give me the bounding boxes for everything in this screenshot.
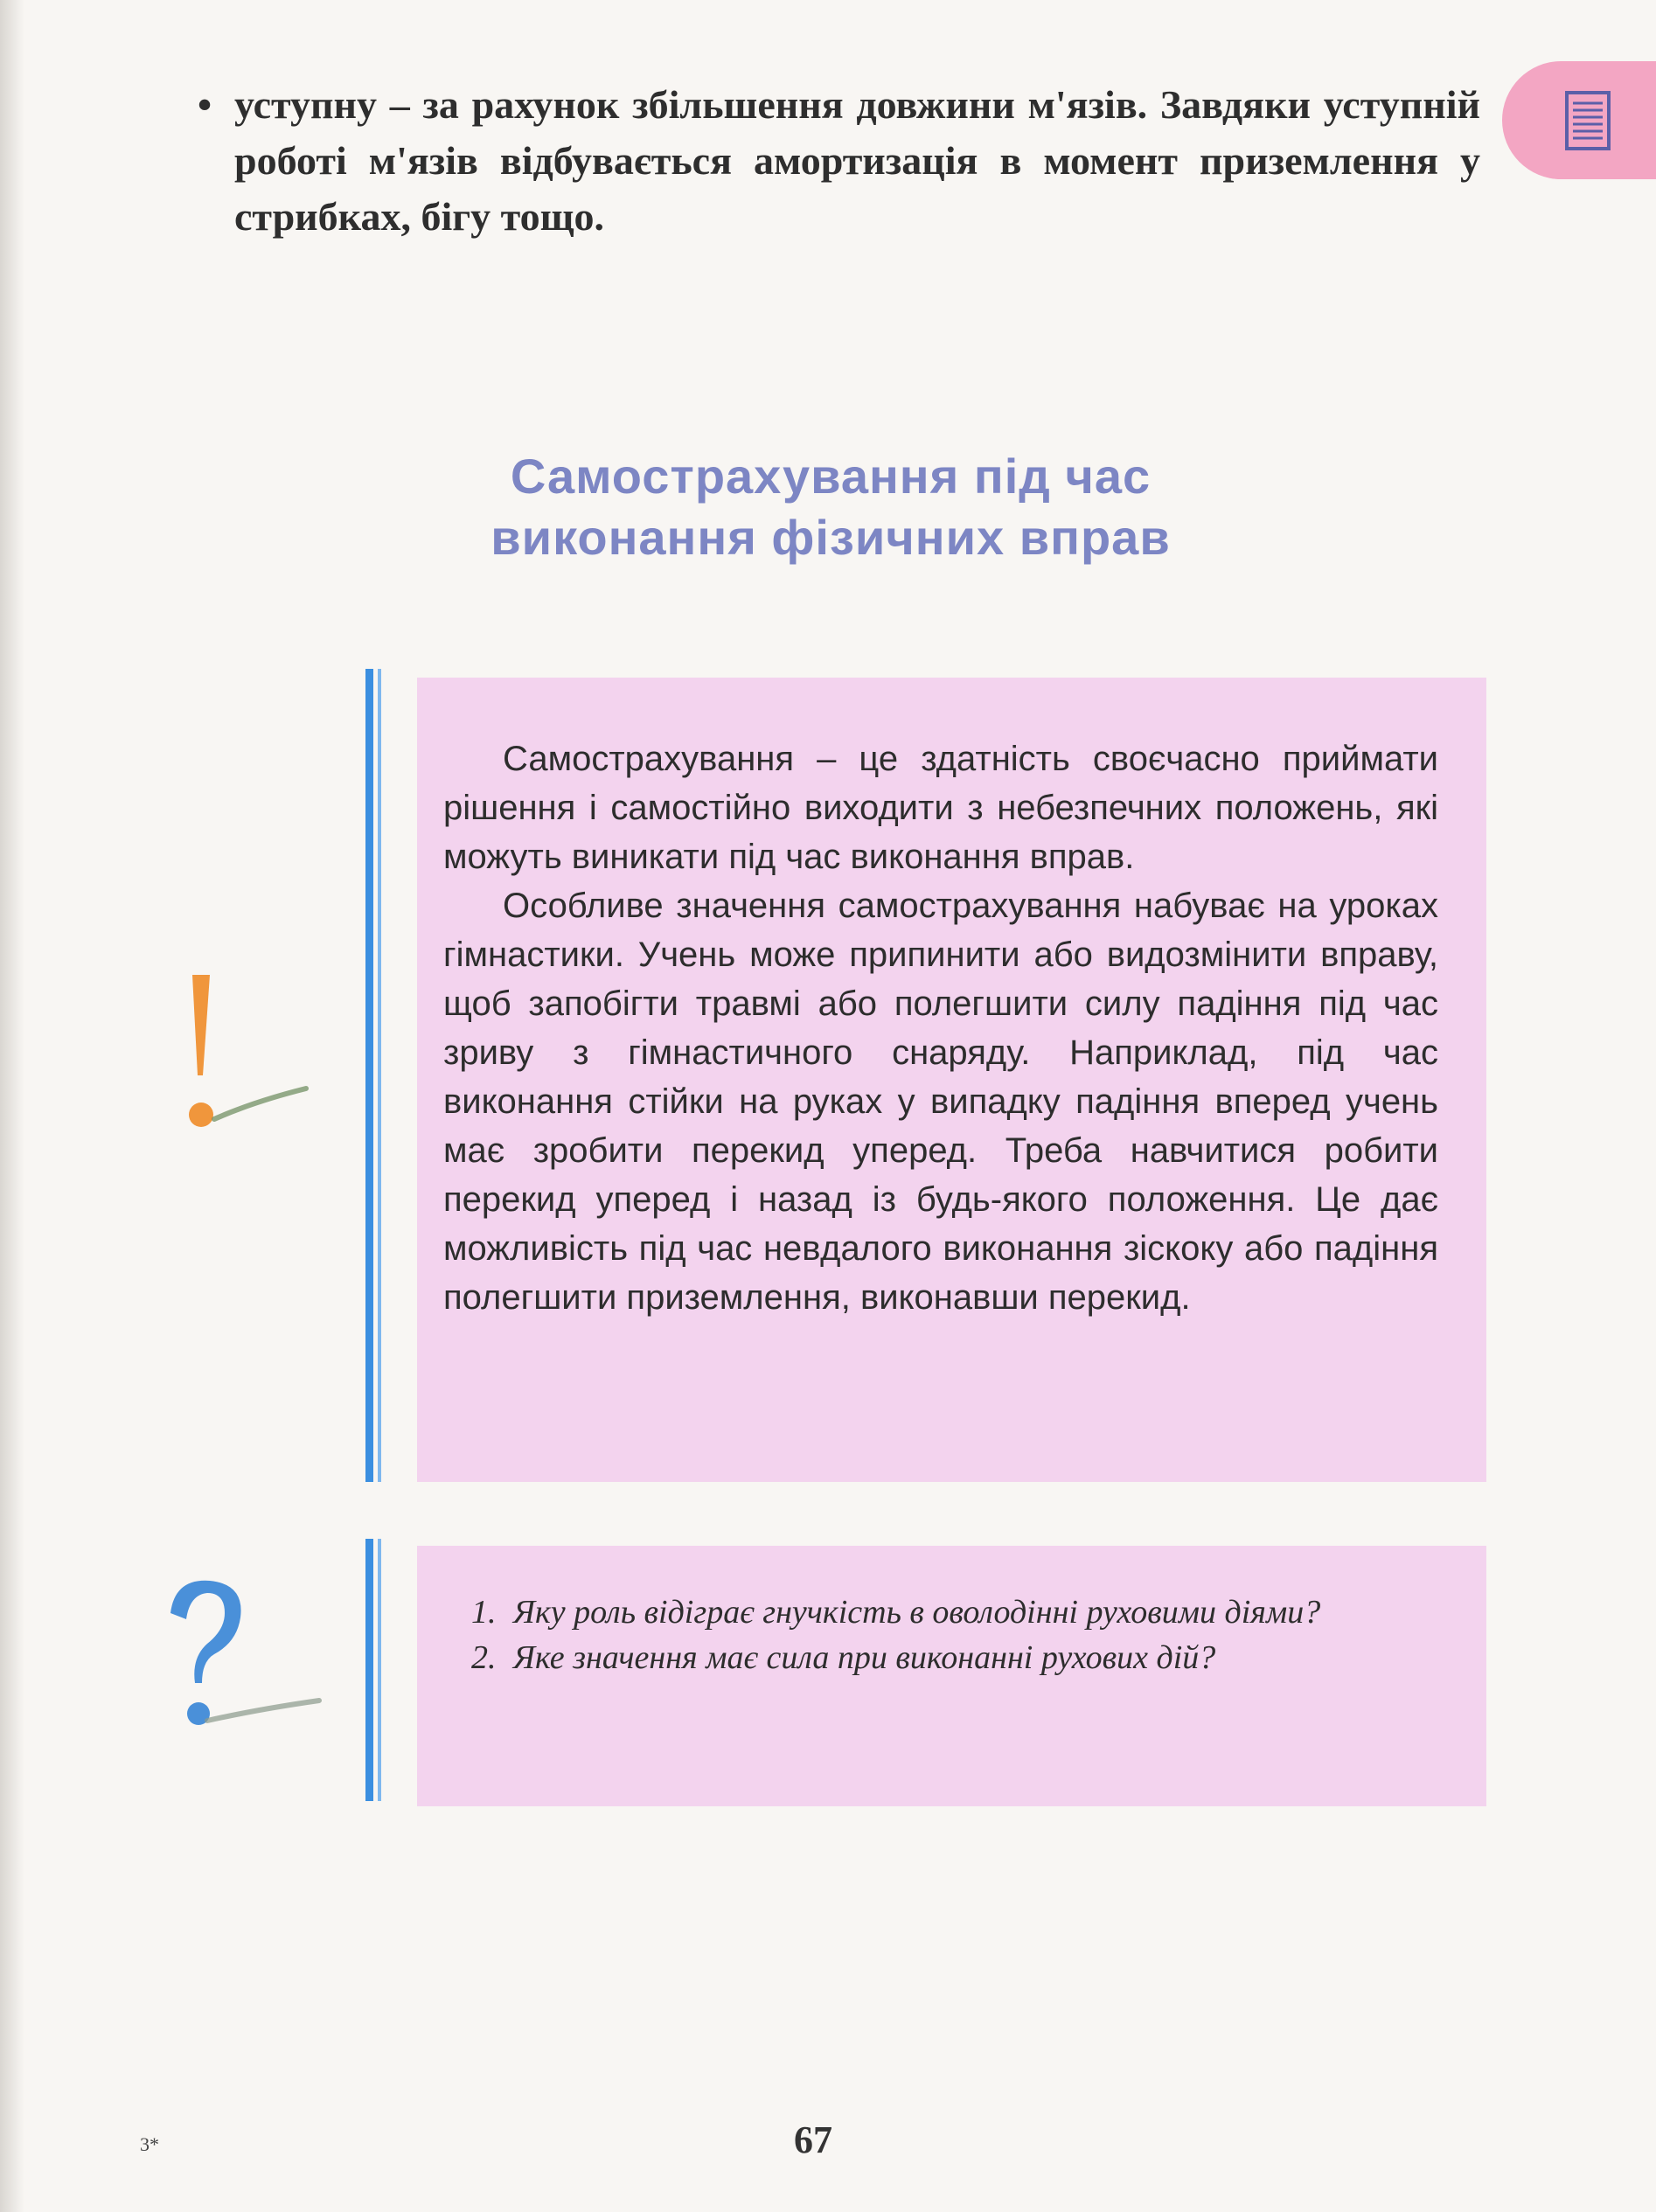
definition-box: [417, 678, 1486, 1482]
section-title-line1: Самострахування під час: [510, 449, 1152, 504]
question-mark-icon: [153, 1574, 328, 1740]
bullet-paragraph-text: уступну – за рахунок збільшення довжини м'язів. Завдяки уступній роботі м'язів відбувається амортизація в момент приземлення у стрибках, бігу тощо.: [234, 82, 1480, 239]
questions-bar-right: [378, 1539, 381, 1801]
bullet-dot: •: [198, 82, 212, 127]
definition-paragraph-1: Самострахування – це здатність своєчасно приймати рішення і самостійно виходити з небезпечних положень, які можуть виникати під час виконання вправ.: [443, 740, 1438, 876]
signature-mark: 3*: [140, 2133, 159, 2155]
questions-bar-left: [365, 1539, 373, 1801]
side-tab: [1502, 61, 1656, 179]
definition-paragraph-2: Особливе значення самострахування набуває на уроках гімнастики. Учень може припинити або видозмінити вправу, щоб запобігти травмі або полегшити силу падіння під час зриву з гімнастичного снаряду. Наприклад, під час виконання стійки на руках у випадку падіння вперед учень має зробити перекид уперед. Треба навчитися робити перекид уперед і назад із будь-якого положення. Це дає можливість під час невдалого виконання зіскоку або падіння полегшити приземлення, виконавши перекид.: [443, 887, 1438, 1317]
definition-bar-left: [365, 669, 373, 1482]
definition-bar-right: [378, 669, 381, 1482]
question-item-1: 1. Яку роль відіграє гнучкість в оволодінні руховими діями?: [504, 1589, 1434, 1635]
bullet-paragraph: [198, 77, 1480, 245]
document-lines-icon: [1565, 91, 1611, 150]
exclamation-icon: [166, 970, 315, 1137]
page-number: 67: [794, 2118, 832, 2161]
page-edge-shadow: [0, 0, 24, 2212]
questions-box: [417, 1546, 1486, 1806]
section-title-line2: виконання фізичних вправ: [491, 510, 1171, 565]
section-title: [350, 446, 1312, 568]
questions-list: [439, 1589, 1434, 1680]
question-item-2: 2. Яке значення має сила при виконанні рухових дій?: [504, 1635, 1434, 1680]
